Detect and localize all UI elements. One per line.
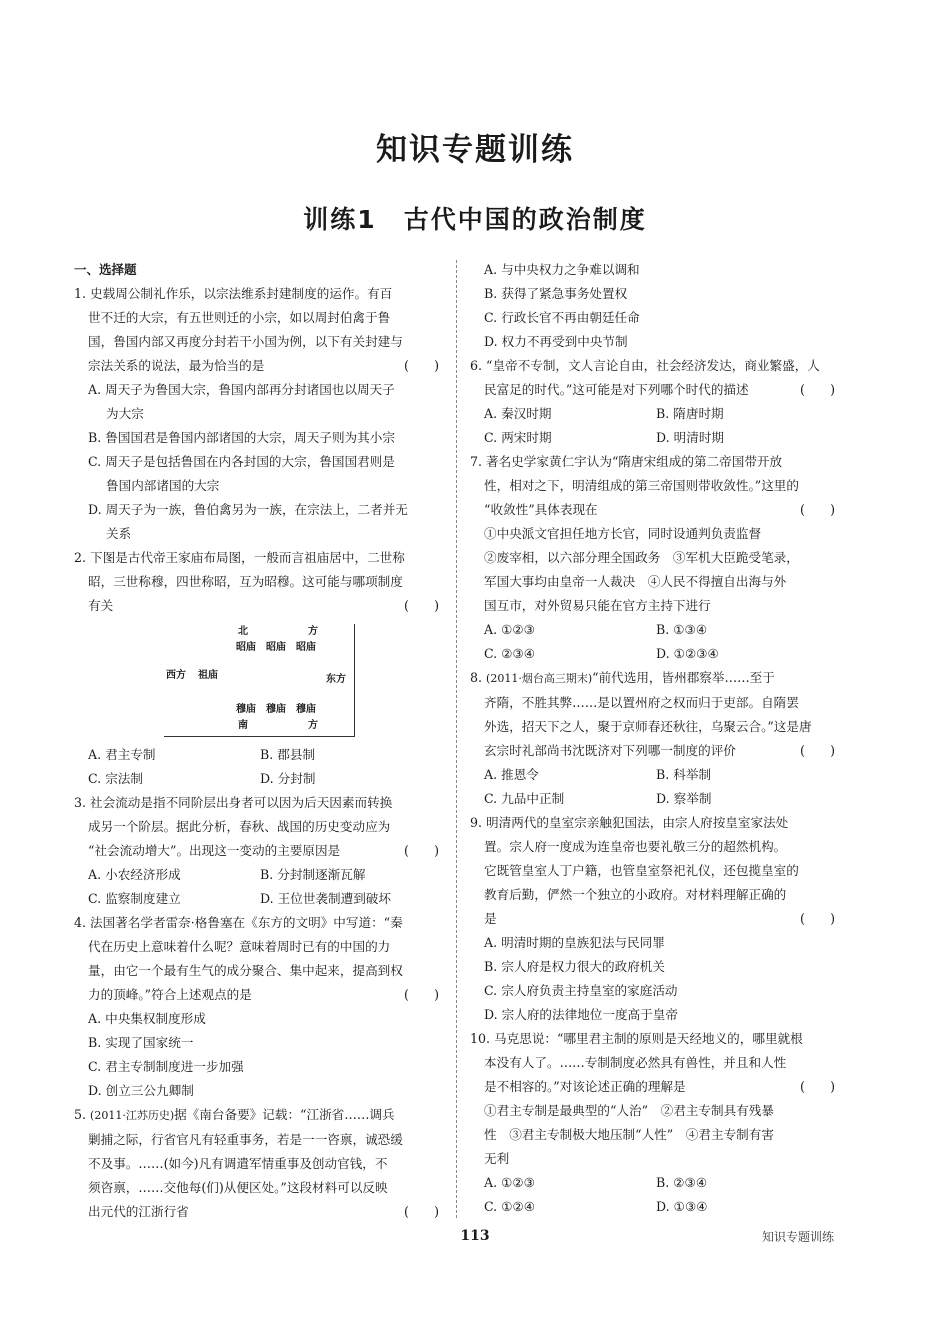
option-b[interactable]: B. 获得了紧急事务处置权 (484, 286, 628, 301)
q10-item: ①君主专制是最典型的“人治” ②君主专制具有残暴 (484, 1103, 774, 1118)
option-c[interactable]: C. 九品中正制 (484, 791, 565, 806)
option-b[interactable]: B. 实现了国家统一 (88, 1035, 194, 1050)
option-b[interactable]: B. 分封制逐渐瓦解 (260, 867, 366, 882)
option-d[interactable]: D. 分封制 (260, 771, 316, 786)
figure-mu-temple: 穆庙 (296, 704, 316, 715)
q3-line: 成另一个阶层。据此分析，春秋、战国的历史变动应为 (88, 819, 391, 834)
q5-line: 不及事。……(如今)凡有调遣军情重事及创动官钱，不 (88, 1156, 388, 1171)
option-d[interactable]: D. 权力不再受到中央节制 (484, 334, 628, 349)
option-b[interactable]: B. 科举制 (656, 767, 712, 782)
q7-item: 军国大事均由皇帝一人裁决 ④人民不得擅自出海与外 (484, 574, 787, 589)
q5-source: (2011·江苏历史) (90, 1109, 175, 1122)
option-a[interactable]: A. ①②③ (484, 622, 535, 637)
q8-line: “前代选用，皆州郡察举……至于 (592, 670, 775, 685)
q1-line: 宗法关系的说法，最为恰当的是 (88, 358, 265, 373)
figure-ancestor-temple: 祖庙 (198, 670, 218, 681)
answer-blank[interactable]: ( ) (404, 843, 440, 858)
figure-mu-temple: 穆庙 (266, 704, 286, 715)
option-a[interactable]: A. 中央集权制度形成 (88, 1011, 206, 1026)
option-b[interactable]: B. ①③④ (656, 622, 708, 637)
q10-line: 10. 马克思说：“哪里君主制的原则是天经地义的，哪里就根 (470, 1031, 803, 1046)
figure-label-south: 南 (238, 720, 248, 731)
figure-zhao-temple: 昭庙 (236, 642, 256, 653)
question-4 (74, 911, 444, 1103)
q4-line: 量，由它一个最有生气的成分聚合、集中起来，提高到权 (88, 963, 403, 978)
option-d[interactable]: D. ①②③④ (656, 646, 719, 661)
option-d-cont: 关系 (106, 526, 132, 541)
option-b[interactable]: B. ②③④ (656, 1175, 708, 1190)
q9-line: 置。宗人府一度成为连皇帝也要礼敬三分的超然机构。 (484, 839, 787, 854)
figure-label-fang: 方 (308, 720, 318, 731)
question-10 (470, 1027, 840, 1219)
q1-line: 国，鲁国内部又再度分封若干小国为例，以下有关封建与 (88, 334, 403, 349)
option-c[interactable]: C. 监察制度建立 (88, 891, 181, 906)
answer-blank[interactable]: ( ) (404, 1204, 440, 1219)
option-b[interactable]: B. 鲁国国君是鲁国内部诸国的大宗，周天子则为其小宗 (88, 430, 395, 445)
option-d[interactable]: D. 明清时期 (656, 430, 725, 445)
q3-line: “社会流动增大”。出现这一变动的主要原因是 (88, 843, 341, 858)
q8-line: 齐隋，不胜其弊……是以置州府之权而归于吏部。自隋罢 (484, 695, 799, 710)
figure-label-north: 北 (238, 626, 248, 637)
question-6 (470, 354, 840, 450)
option-a[interactable]: A. 秦汉时期 (484, 406, 552, 421)
column-divider (456, 260, 457, 1218)
option-d[interactable]: D. 宗人府的法律地位一度高于皇帝 (484, 1007, 678, 1022)
answer-blank[interactable]: ( ) (800, 502, 836, 517)
answer-blank[interactable]: ( ) (800, 743, 836, 758)
q7-item: ①中央派文官担任地方长官，同时设通判负责监督 (484, 526, 762, 541)
q2-line: 昭，三世称穆，四世称昭，互为昭穆。这可能与哪项制度 (88, 574, 403, 589)
option-c[interactable]: C. ②③④ (484, 646, 536, 661)
q8-line: 外选，招天下之人，聚于京师春还秋往，乌聚云合。”这是唐 (484, 719, 812, 734)
q6-line: 6. “皇帝不专制，文人言论自由，社会经济发达，商业繁盛，人 (470, 358, 820, 373)
q7-line: 7. 著名史学家黄仁宇认为“隋唐宋组成的第二帝国带开放 (470, 454, 783, 469)
q9-line: 是 (484, 911, 497, 926)
answer-blank[interactable]: ( ) (800, 382, 836, 397)
figure-mu-temple: 穆庙 (236, 704, 256, 715)
option-a[interactable]: A. 周天子为鲁国大宗，鲁国内部再分封诸国也以周天子 (88, 382, 395, 397)
page-number: 113 (460, 1228, 490, 1244)
question-5-options (470, 258, 840, 354)
q2-line: 2. 下图是古代帝王家庙布局图，一般而言祖庙居中，二世称 (74, 550, 405, 565)
q4-line: 力的顶峰。”符合上述观点的是 (88, 987, 252, 1002)
question-2 (74, 546, 444, 791)
option-a-cont: 为大宗 (106, 406, 144, 421)
option-c[interactable]: C. 君主专制制度进一步加强 (88, 1059, 244, 1074)
question-3 (74, 791, 444, 911)
q9-line: 它既管皇室人丁户籍，也管皇室祭祀礼仪，还包揽皇室的 (484, 863, 799, 878)
left-column (74, 258, 444, 1224)
q2-line: 有关 (88, 598, 114, 613)
q1-line: 1. 史载周公制礼作乐，以宗法维系封建制度的运作。有百 (74, 286, 393, 301)
q8-source: (2011·烟台高三期末) (486, 672, 593, 685)
page-title: 知识专题训练 (376, 132, 574, 168)
q9-line: 9. 明清两代的皇室宗亲触犯国法，由宗人府按皇室家法处 (470, 815, 789, 830)
option-c[interactable]: C. 宗法制 (88, 771, 143, 786)
option-a[interactable]: A. 君主专制 (88, 747, 156, 762)
option-a[interactable]: A. 明清时期的皇族犯法与民同罪 (484, 935, 665, 950)
answer-blank[interactable]: ( ) (800, 1079, 836, 1094)
q7-line: “收敛性”具体表现在 (484, 502, 598, 517)
right-column (470, 258, 840, 1219)
option-c-cont: 鲁国内部诸国的大宗 (106, 478, 220, 493)
answer-blank[interactable]: ( ) (800, 911, 836, 926)
option-d[interactable]: D. ①③④ (656, 1199, 708, 1214)
option-a[interactable]: A. 小农经济形成 (88, 867, 181, 882)
figure-label-east: 东方 (326, 674, 346, 685)
option-d[interactable]: D. 王位世袭制遭到破坏 (260, 891, 391, 906)
q9-line: 教育后勤，俨然一个独立的小政府。对材料理解正确的 (484, 887, 787, 902)
q10-line: 本没有人了。……专制制度必然具有兽性，并且和人性 (484, 1055, 787, 1070)
figure-zhao-temple: 昭庙 (266, 642, 286, 653)
answer-blank[interactable]: ( ) (404, 598, 440, 613)
question-8 (470, 666, 840, 811)
question-7 (470, 450, 840, 666)
q7-item: 国互市，对外贸易只能在官方主持下进行 (484, 598, 711, 613)
q10-item: 性 ③君主专制极大地压制“人性” ④君主专制有害 (484, 1127, 774, 1142)
option-c[interactable]: C. 行政长官不再由朝廷任命 (484, 310, 640, 325)
option-b[interactable]: B. 宗人府是权力很大的政府机关 (484, 959, 665, 974)
section-heading: 一、选择题 (74, 262, 137, 277)
q3-line: 3. 社会流动是指不同阶层出身者可以因为后天因素而转换 (74, 795, 393, 810)
q5-line: 剿捕之际，行省官凡有轻重事务，若是一一咨禀，诚恐缓 (88, 1132, 403, 1147)
option-d[interactable]: D. 察举制 (656, 791, 712, 806)
q4-line: 4. 法国著名学者雷奈·格鲁塞在《东方的文明》中写道：“秦 (74, 915, 403, 930)
question-9 (470, 811, 840, 1027)
q5-number: 5. (74, 1107, 91, 1122)
q5-line: 须咨禀，……交他每(们)从便区处。”这段材料可以反映 (88, 1180, 388, 1195)
option-b[interactable]: B. 隋唐时期 (656, 406, 724, 421)
figure-label-fang: 方 (308, 626, 318, 637)
q4-line: 代在历史上意味着什么呢？意味着周时已有的中国的力 (88, 939, 391, 954)
option-c[interactable]: C. 两宋时期 (484, 430, 552, 445)
option-c[interactable]: C. ①②④ (484, 1199, 536, 1214)
option-b[interactable]: B. 郡县制 (260, 747, 316, 762)
option-a[interactable]: A. ①②③ (484, 1175, 535, 1190)
q7-item: ②废宰相，以六部分理全国政务 ③军机大臣跪受笔录， (484, 550, 799, 565)
answer-blank[interactable]: ( ) (404, 987, 440, 1002)
answer-blank[interactable]: ( ) (404, 358, 440, 373)
q5-line: 出元代的江浙行省 (88, 1204, 189, 1219)
footer-section-label: 知识专题训练 (762, 1230, 835, 1244)
figure-zhao-temple: 昭庙 (296, 642, 316, 653)
q10-line: 是不相容的。”对该论述正确的理解是 (484, 1079, 686, 1094)
temple-layout-figure (164, 624, 355, 737)
q6-line: 民富足的时代。”这可能是对下列哪个时代的描述 (484, 382, 749, 397)
option-a[interactable]: A. 推恩令 (484, 767, 539, 782)
option-c[interactable]: C. 周天子是包括鲁国在内各封国的大宗，鲁国国君则是 (88, 454, 395, 469)
q8-line: 玄宗时礼部尚书沈既济对下列哪一制度的评价 (484, 743, 736, 758)
q8-number: 8. (470, 670, 487, 685)
training-title: 训练1 古代中国的政治制度 (303, 205, 647, 234)
option-d[interactable]: D. 周天子为一族，鲁伯禽另为一族，在宗法上，二者并无 (88, 502, 408, 517)
q10-item: 无利 (484, 1151, 510, 1166)
q1-line: 世不迁的大宗，有五世则迁的小宗，如以周封伯禽于鲁 (88, 310, 391, 325)
option-d[interactable]: D. 创立三公九卿制 (88, 1083, 194, 1098)
q5-line: 据《南台备要》记载：“江浙省……调兵 (174, 1107, 395, 1122)
q7-line: 性，相对之下，明清组成的第三帝国则带收敛性。”这里的 (484, 478, 799, 493)
option-a[interactable]: A. 与中央权力之争难以调和 (484, 262, 640, 277)
question-5 (74, 1103, 444, 1224)
option-c[interactable]: C. 宗人府负责主持皇室的家庭活动 (484, 983, 678, 998)
figure-label-west: 西方 (166, 670, 186, 681)
question-1 (74, 282, 444, 546)
